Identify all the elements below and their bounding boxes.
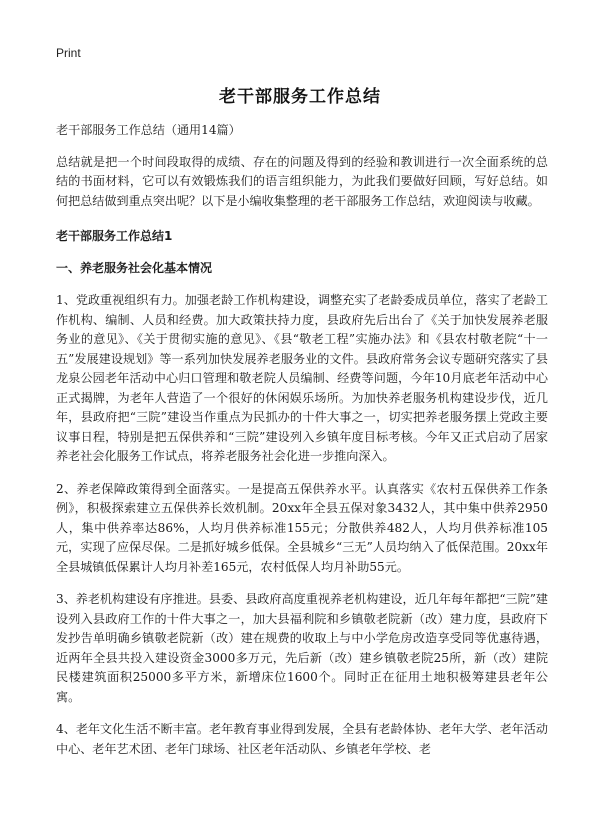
page-title: 老干部服务工作总结 xyxy=(219,87,381,107)
section-heading: 老干部服务工作总结1 xyxy=(56,229,173,243)
document-subtitle: 老干部服务工作总结（通用14篇） xyxy=(56,123,241,137)
document-body xyxy=(56,121,548,772)
intro-paragraph: 总结就是把一个时间段取得的成绩、存在的问题及得到的经验和教训进行一次全面系统的总结的书面材料，它可以有效锻炼我们的语言组织能力，为此我们要做好回顾，写好总结。如何把总结做到重点突出呢？以下是小编收集整理的老干部服务工作总结，欢迎阅读与收藏。 xyxy=(56,154,548,208)
body-paragraph-4: 4、老年文化生活不断丰富。老年教育事业得到发展，全县有老龄体协、老年大学、老年活动中心、老年艺术团、老年门球场、社区老年活动队、乡镇老年学校、老 xyxy=(56,722,548,756)
print-link[interactable]: Print xyxy=(56,46,81,60)
body-paragraph-3: 3、养老机构建设有序推进。县委、县政府高度重视养老机构建设，近几年每年都把“三院”建设列入县政府工作的十件大事之一，加大县福利院和乡镇敬老院新（改）建力度，县政府下发抄告单明确乡镇敬老院新（改）建在规费的收取上与中小学危房改造享受同等优惠待遇，近两年全县共投入建设资金3000多万元，先后新（改）建乡镇敬老院25所，新（改）建院民楼建筑面积25000多平方米，新增床位1600个。同时正在征用土地积极筹建县老年公寓。 xyxy=(56,592,548,704)
body-paragraph-2: 2、养老保障政策得到全面落实。一是提高五保供养水平。认真落实《农村五保供养工作条例》，积极探索建立五保供养长效机制。20xx年全县五保对象3432人，其中集中供养2950人，集中供养率达86%，人均月供养标准155元；分散供养482人，人均月供养标准105元，实现了应保尽保。二是抓好城乡低保。全县城乡“三无”人员均纳入了低保范围。20xx年全县城镇低保累计人均月补差165元，农村低保人均月补助55元。 xyxy=(56,481,548,574)
body-paragraph-1: 1、党政重视组织有力。加强老龄工作机构建设，调整充实了老龄委成员单位，落实了老龄工作机构、编制、人员和经费。加大政策扶持力度，县政府先后出台了《关于加快发展养老服务业的意见》、《关于贯彻实施的意见》、《县“敬老工程”实施办法》和《县农村敬老院“十一五”发展建设规划》等一系列加快发展养老服务业的文件。县政府常务会议专题研究落实了县龙泉公园老年活动中心归口管理和敬老院人员编制、经费等问题，今年10月底老年活动中心正式揭牌，为老年人营造了一个很好的休闲娱乐场所。为加快养老服务机构建设步伐，近几年，县政府把“三院”建设当作重点为民抓办的十件大事之一，切实把养老服务摆上党政主要议事日程，特别是把五保供养和“三院”建设列入乡镇年度目标考核。今年又正式启动了居家养老社会化服务工作试点，将养老服务社会化进一步推向深入。 xyxy=(56,293,548,463)
sub-heading: 一、养老服务社会化基本情况 xyxy=(56,260,213,275)
